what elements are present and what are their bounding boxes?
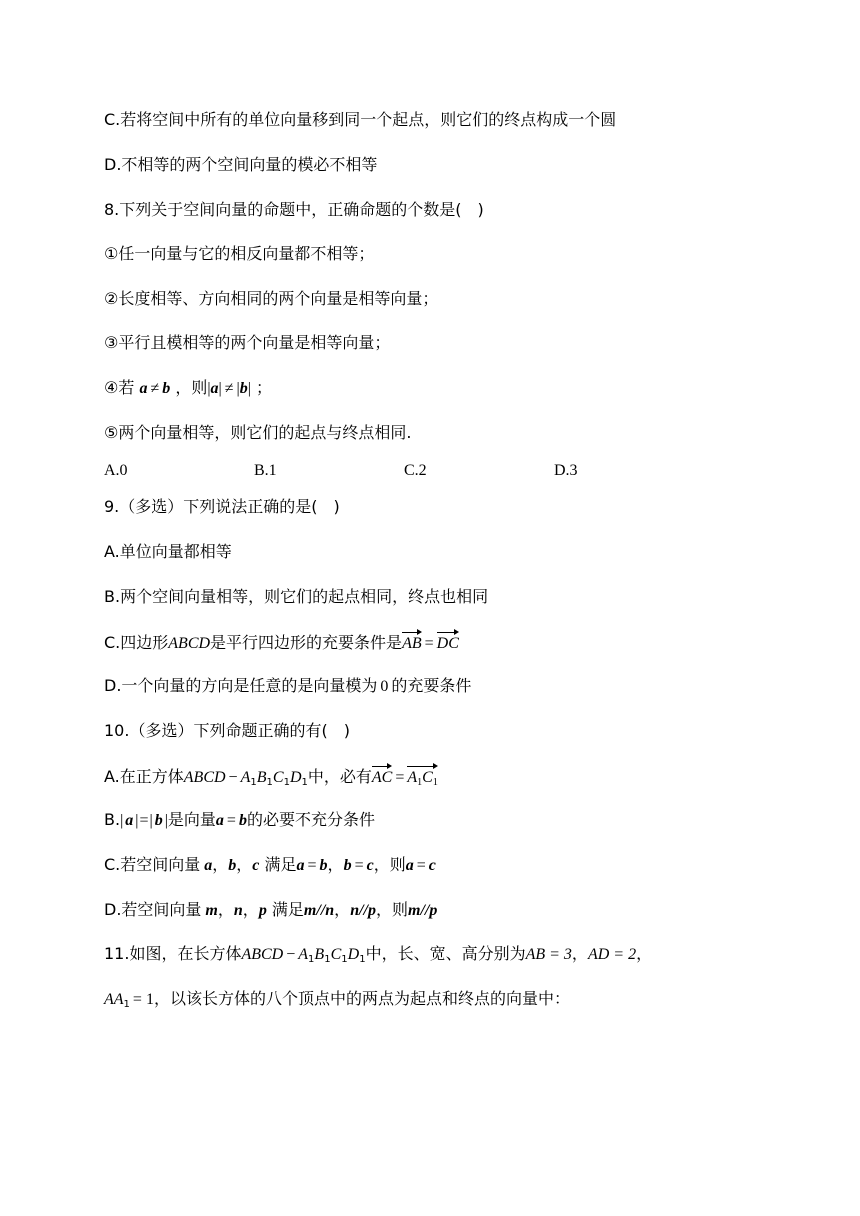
text: ④若 xyxy=(104,378,135,397)
text: 中，长、宽、高分别为 xyxy=(365,944,526,963)
neq-sign: ≠ xyxy=(224,380,234,397)
vertex-c1: C xyxy=(422,769,433,786)
abs-bar: | xyxy=(120,812,124,829)
subscript: 1 xyxy=(308,954,315,965)
subscript: 1 xyxy=(301,777,308,788)
vector-a: a xyxy=(125,812,134,829)
vector-ab: AB xyxy=(402,631,422,654)
vector-a: a xyxy=(296,857,305,874)
subscript: 1 xyxy=(324,954,331,965)
vector-m: m xyxy=(205,902,218,919)
text: A.在正方体 xyxy=(104,767,184,786)
vertex-d1: D xyxy=(347,946,360,963)
q9-option-c xyxy=(104,631,459,651)
box-abcd: ABCD xyxy=(241,946,284,963)
text: 的充要条件 xyxy=(391,676,472,695)
eq-sign: = xyxy=(424,635,434,652)
vector-a: a xyxy=(405,857,414,874)
text: ，则 xyxy=(175,378,208,397)
q9-stem: 9.（多选）下列说法正确的是( ) xyxy=(104,497,340,516)
q10-option-b xyxy=(104,810,375,830)
vector-a: a xyxy=(210,380,219,397)
q8-option-a: A.0 xyxy=(104,462,128,479)
subscript: 1 xyxy=(417,777,423,788)
vector-c: c xyxy=(252,857,260,874)
vector-ac: AC xyxy=(372,765,392,788)
subscript: 1 xyxy=(359,954,366,965)
vector-b: b xyxy=(343,857,352,874)
subscript: 1 xyxy=(283,777,290,788)
abs-bar: | xyxy=(207,380,211,397)
q8-statement-4 xyxy=(104,378,272,398)
vector-n: n xyxy=(325,902,335,919)
vector-a: a xyxy=(139,380,148,397)
vector-p: p xyxy=(258,902,267,919)
subscript: 1 xyxy=(341,954,348,965)
cube-abcd: ABCD xyxy=(183,769,226,786)
vertex-c1: C xyxy=(330,946,342,963)
length-ab: AB = 3 xyxy=(525,946,572,963)
q11-stem xyxy=(104,944,652,964)
q8-statement-5: ⑤两个向量相等，则它们的起点与终点相同. xyxy=(104,423,412,442)
zero: 0 xyxy=(380,678,389,695)
text: 11.如图，在长方体 xyxy=(104,944,242,963)
vector-p: p xyxy=(429,902,438,919)
vector-a1c1 xyxy=(407,765,437,793)
vector-b: b xyxy=(319,857,328,874)
vector-m: m xyxy=(408,902,421,919)
q9-option-d xyxy=(104,676,471,696)
width-ad: AD = 2 xyxy=(587,946,637,963)
text: ； xyxy=(256,378,273,397)
q10-option-c xyxy=(104,855,436,875)
eq-sign: = xyxy=(307,857,317,874)
vector-dc: DC xyxy=(437,631,459,654)
vertex-a1: A xyxy=(240,769,251,786)
minus-sign: − xyxy=(286,946,296,963)
vector-n: n xyxy=(350,902,360,919)
vector-b: b xyxy=(228,857,237,874)
parallel-sign: // xyxy=(359,902,368,919)
abs-bar: | xyxy=(135,812,139,829)
vertex-d1: D xyxy=(289,769,302,786)
vector-b: b xyxy=(238,812,247,829)
q11-stem-line-2 xyxy=(104,989,570,1009)
q9-option-a: A.单位向量都相等 xyxy=(104,542,232,561)
vector-a: a xyxy=(204,857,213,874)
text: B. xyxy=(104,810,121,829)
abs-bar: | xyxy=(218,380,222,397)
vertex-a1: A xyxy=(407,769,418,786)
vertex-b1: B xyxy=(256,769,267,786)
vector-c: c xyxy=(428,857,436,874)
q10-option-d xyxy=(104,900,437,920)
parallel-sign: // xyxy=(316,902,326,919)
comma: ， xyxy=(236,855,253,874)
vector-p: p xyxy=(367,902,376,919)
height-value: = 1 xyxy=(132,991,154,1008)
text: C.四边形 xyxy=(104,633,169,652)
subscript: 1 xyxy=(250,777,257,788)
vector-a: a xyxy=(215,812,224,829)
abs-bar: | xyxy=(236,380,240,397)
minus-sign: − xyxy=(228,769,238,786)
subscript: 1 xyxy=(266,777,273,788)
comma: ， xyxy=(327,855,344,874)
q7-option-c: C.若将空间中所有的单位向量移到同一个起点，则它们的终点构成一个圆 xyxy=(104,110,617,129)
vector-b: b xyxy=(239,380,248,397)
text: 是向量 xyxy=(167,810,216,829)
q10-stem: 10.（多选）下列命题正确的有( ) xyxy=(104,721,350,740)
text: ，则 xyxy=(373,855,406,874)
subscript: 1 xyxy=(432,777,438,788)
text: 是平行四边形的充要条件是 xyxy=(210,633,403,652)
text: 满足 xyxy=(271,900,304,919)
eq-sign: = xyxy=(139,812,149,829)
height-aa1: AA xyxy=(104,991,124,1008)
eq-sign: = xyxy=(416,857,426,874)
q8-statement-2: ②长度相等、方向相同的两个向量是相等向量； xyxy=(104,289,439,308)
vector-b: b xyxy=(162,380,171,397)
text: 的必要不充分条件 xyxy=(246,810,375,829)
abs-bar: | xyxy=(164,812,168,829)
abs-bar: | xyxy=(247,380,251,397)
q8-stem: 8.下列关于空间向量的命题中，正确命题的个数是( ) xyxy=(104,200,484,219)
q8-statement-1: ①任一向量与它的相反向量都不相等； xyxy=(104,244,375,263)
abs-bar: | xyxy=(149,812,153,829)
text: 中，必有 xyxy=(307,767,372,786)
text: ，则 xyxy=(375,900,408,919)
parallel-sign: // xyxy=(420,902,430,919)
text: D.一个向量的方向是任意的是向量模为 xyxy=(104,676,378,695)
text: ，以该长方体的八个顶点中的两点为起点和终点的向量中： xyxy=(153,989,570,1008)
comma: ， xyxy=(212,855,229,874)
comma: ， xyxy=(242,900,259,919)
q8-option-b: B.1 xyxy=(254,462,277,479)
eq-sign: = xyxy=(395,769,405,786)
vector-b: b xyxy=(154,812,163,829)
comma: ， xyxy=(334,900,351,919)
subscript: 1 xyxy=(123,999,130,1010)
eq-sign: = xyxy=(354,857,364,874)
text: 满足 xyxy=(264,855,297,874)
comma: ， xyxy=(636,944,653,963)
vector-n: n xyxy=(233,902,243,919)
text: C.若空间向量 xyxy=(104,855,201,874)
q8-option-c: C.2 xyxy=(404,462,427,479)
vertex-b1: B xyxy=(314,946,325,963)
comma: ， xyxy=(571,944,588,963)
vertex-a1: A xyxy=(298,946,309,963)
vertex-c1: C xyxy=(272,769,284,786)
text: D.若空间向量 xyxy=(104,900,202,919)
q10-option-a xyxy=(104,765,438,788)
q8-statement-3: ③平行且模相等的两个向量是相等向量； xyxy=(104,333,391,352)
vector-m: m xyxy=(303,902,317,919)
q9-option-b: B.两个空间向量相等，则它们的起点相同，终点也相同 xyxy=(104,587,489,606)
vector-c: c xyxy=(366,857,374,874)
q8-option-d: D.3 xyxy=(554,462,578,479)
comma: ， xyxy=(217,900,234,919)
neq-sign: ≠ xyxy=(150,380,160,397)
quad-abcd: ABCD xyxy=(168,635,211,652)
eq-sign: = xyxy=(226,812,236,829)
q7-option-d: D.不相等的两个空间向量的模必不相等 xyxy=(104,155,378,174)
